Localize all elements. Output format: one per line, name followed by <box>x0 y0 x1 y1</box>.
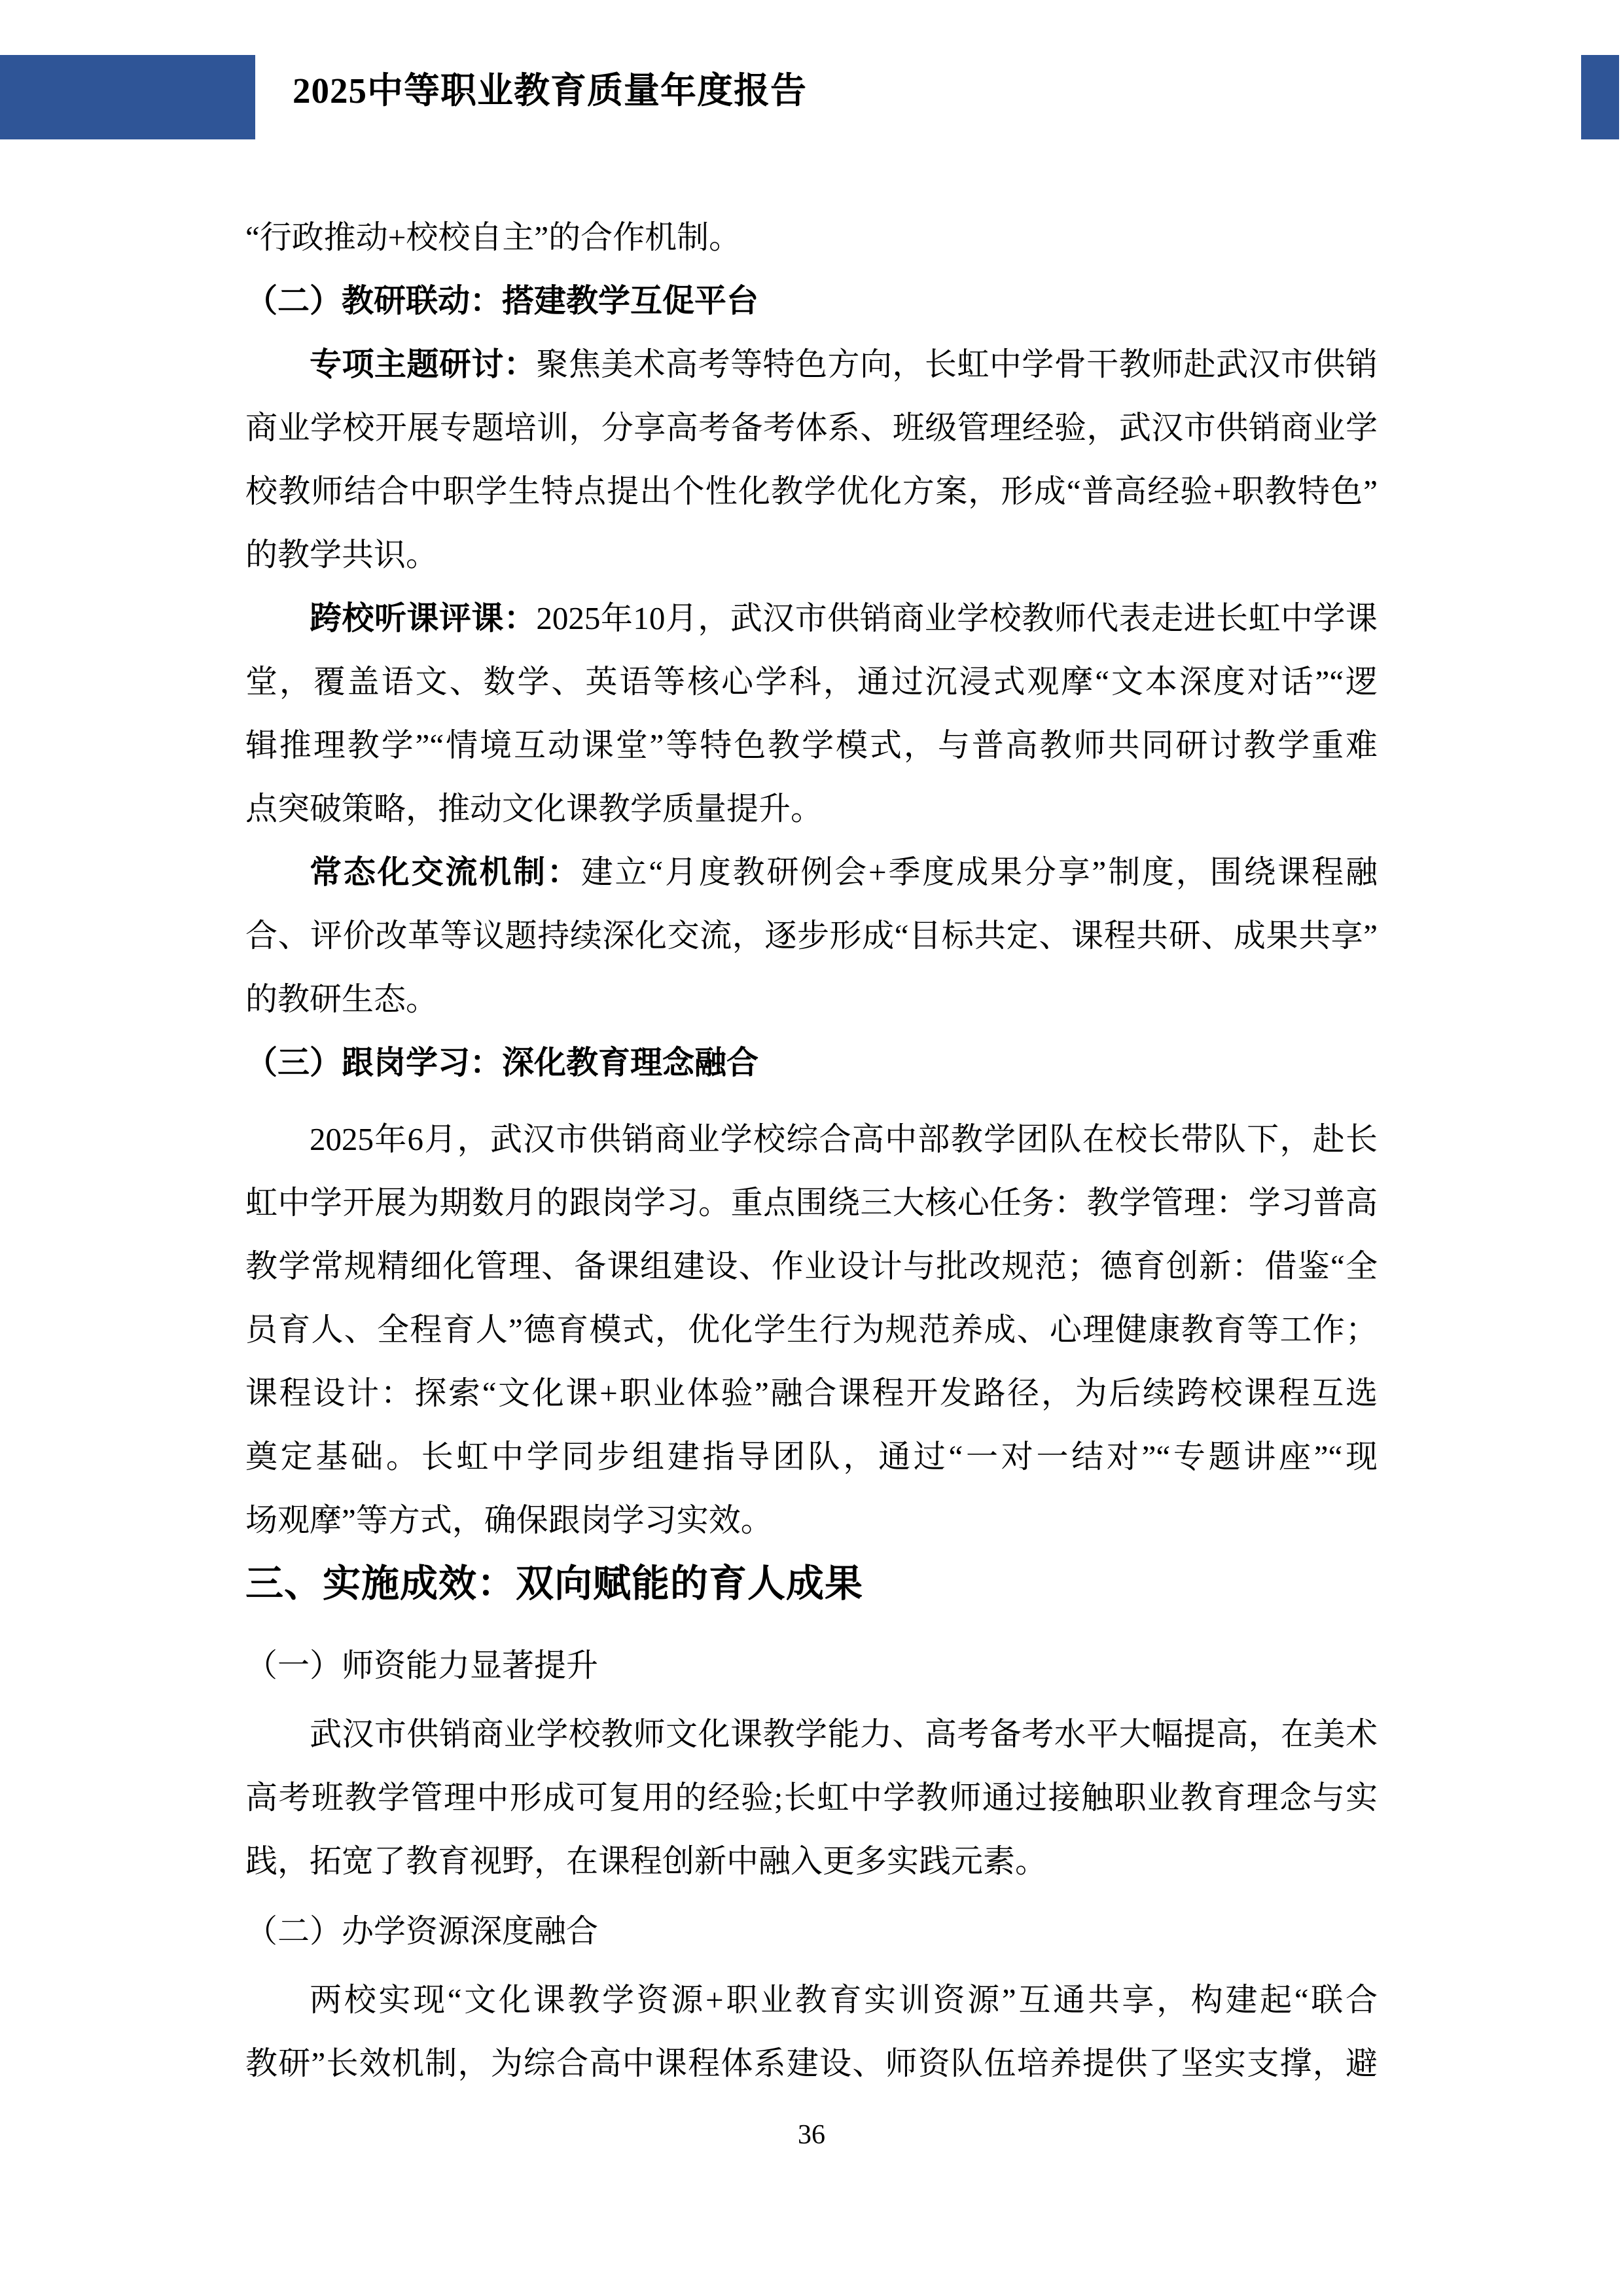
text-run: 场观摩”等方式，确保跟岗学习实效。 <box>245 1502 773 1538</box>
text-run: 高考班教学管理中形成可复用的经验;长虹中学教师通过接触职业教育理念与实 <box>245 1780 1378 1816</box>
text-line <box>245 1425 1378 1488</box>
text-run: 建立“月度教研例会+季度成果分享”制度，围绕课程融 <box>580 854 1378 890</box>
text-run: （一）师资能力显著提升 <box>245 1647 599 1683</box>
bold-run: 常态化交流机制： <box>310 854 581 890</box>
text-run: 2025年10月，武汉市供销商业学校教师代表走进长虹中学课 <box>536 600 1378 636</box>
text-run: （二）教研联动：搭建教学互促平台 <box>245 283 759 319</box>
text-line <box>245 1107 1378 1171</box>
text-run: 奠定基础。长虹中学同步组建指导团队，通过“一对一结对”“专题讲座”“现 <box>245 1439 1378 1475</box>
text-line <box>245 586 1378 650</box>
text-line <box>245 904 1378 967</box>
text-line <box>245 1234 1378 1298</box>
text-run: 员育人、全程育人”德育模式，优化学生行为规范养成、心理健康教育等工作； <box>245 1312 1378 1348</box>
text-line <box>245 1702 1378 1766</box>
text-line <box>245 459 1378 523</box>
text-line <box>245 1968 1378 2032</box>
text-run: “行政推动+校校自主”的合作机制。 <box>245 219 741 255</box>
text-line <box>245 332 1378 396</box>
section-heading <box>245 1899 1378 1963</box>
content-lines <box>245 206 1378 2095</box>
text-line <box>245 206 1378 269</box>
text-run: 教研”长效机制，为综合高中课程体系建设、师资队伍培养提供了坚实支撑，避 <box>245 2045 1378 2081</box>
text-run: 的教研生态。 <box>245 981 438 1017</box>
text-run: 虹中学开展为期数月的跟岗学习。重点围绕三大核心任务：教学管理：学习普高 <box>245 1185 1378 1221</box>
text-run: 武汉市供销商业学校教师文化课教学能力、高考备考水平大幅提高，在美术 <box>310 1716 1378 1752</box>
text-line <box>245 1488 1378 1552</box>
text-run: 合、评价改革等议题持续深化交流，逐步形成“目标共定、课程共研、成果共享” <box>245 918 1378 954</box>
text-line <box>245 2032 1378 2095</box>
text-run: 辑推理教学”“情境互动课堂”等特色教学模式，与普高教师共同研讨教学重难 <box>245 727 1378 763</box>
text-run: 商业学校开展专题培训，分享高考备考体系、班级管理经验，武汉市供销商业学 <box>245 410 1378 446</box>
text-line <box>245 1298 1378 1361</box>
text-line <box>245 777 1378 840</box>
text-run: 聚焦美术高考等特色方向，长虹中学骨干教师赴武汉市供销 <box>536 346 1378 382</box>
text-run: 校教师结合中职学生特点提出个性化教学优化方案，形成“普高经验+职教特色” <box>245 473 1378 509</box>
text-run: （三）跟岗学习：深化教育理念融合 <box>245 1045 759 1081</box>
text-run: 践，拓宽了教育视野，在课程创新中融入更多实践元素。 <box>245 1843 1048 1879</box>
section-heading <box>245 1634 1378 1697</box>
section-heading <box>245 1552 1378 1615</box>
text-line <box>245 1829 1378 1893</box>
text-run: 教学常规精细化管理、备课组建设、作业设计与批改规范；德育创新：借鉴“全 <box>245 1248 1378 1284</box>
text-run: 2025年6月，武汉市供销商业学校综合高中部教学团队在校长带队下，赴长 <box>310 1121 1378 1157</box>
text-run: 两校实现“文化课教学资源+职业教育实训资源”互通共享，构建起“联合 <box>310 1982 1378 2018</box>
text-run: 三、实施成效：双向赋能的育人成果 <box>245 1562 864 1605</box>
text-line <box>245 1361 1378 1425</box>
text-run: 堂，覆盖语文、数学、英语等核心学科，通过沉浸式观摩“文本深度对话”“逻 <box>245 664 1378 700</box>
text-run: 点突破策略，推动文化课教学质量提升。 <box>245 791 823 827</box>
section-heading <box>245 1031 1378 1094</box>
page-number: 36 <box>798 2120 825 2150</box>
header-accent-bar-left <box>0 55 255 139</box>
text-run: 课程设计：探索“文化课+职业体验”融合课程开发路径，为后续跨校课程互选 <box>245 1375 1378 1411</box>
text-line <box>245 1766 1378 1829</box>
text-line <box>245 650 1378 713</box>
bold-run: 跨校听课评课： <box>310 600 537 636</box>
text-line <box>245 1171 1378 1234</box>
text-run: （二）办学资源深度融合 <box>245 1913 599 1949</box>
text-line <box>245 713 1378 777</box>
bold-run: 专项主题研讨： <box>310 346 537 382</box>
text-line <box>245 396 1378 459</box>
text-line <box>245 523 1378 586</box>
report-title: 2025中等职业教育质量年度报告 <box>293 71 808 111</box>
text-line <box>245 967 1378 1031</box>
text-line <box>245 840 1378 904</box>
header-accent-bar-right <box>1581 55 1619 139</box>
text-run: 的教学共识。 <box>245 537 438 573</box>
section-heading <box>245 269 1378 332</box>
